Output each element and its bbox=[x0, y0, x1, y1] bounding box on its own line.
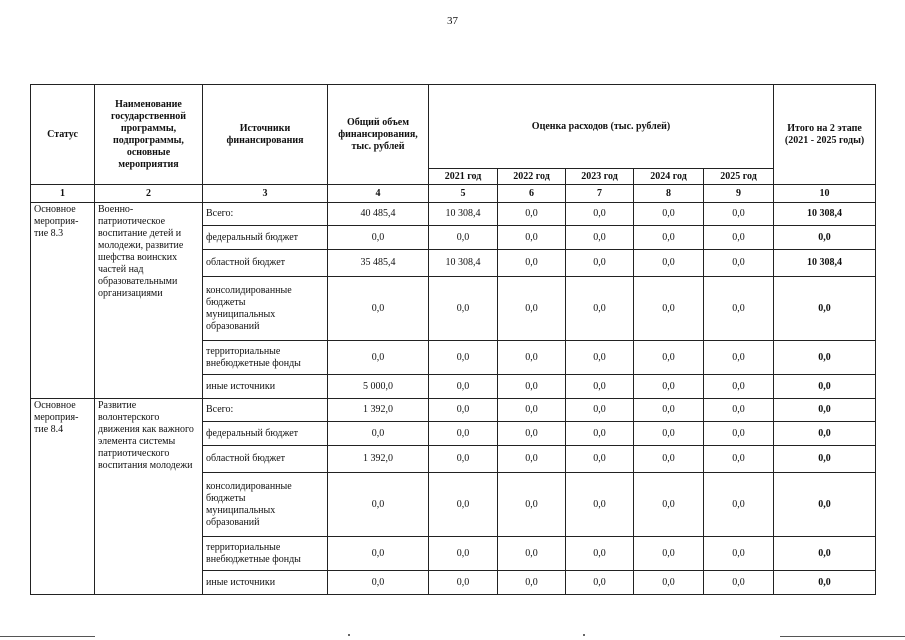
text-line: подпрограммы, bbox=[113, 134, 184, 146]
text-line: Всего: bbox=[206, 404, 234, 415]
total-cell: 0,0 bbox=[328, 473, 429, 537]
year-2022-cell: 0,0 bbox=[498, 537, 566, 571]
header-year: 2022 год bbox=[498, 169, 566, 185]
itogo-cell: 0,0 bbox=[774, 446, 876, 473]
scan-dot bbox=[348, 634, 350, 636]
text-line: движения как важного bbox=[98, 424, 194, 435]
year-2023-cell: 0,0 bbox=[566, 537, 634, 571]
text-line: Общий объем bbox=[346, 116, 410, 128]
header-itogo bbox=[774, 85, 876, 185]
total-cell: 40 485,4 bbox=[328, 203, 429, 226]
year-2022-cell: 0,0 bbox=[498, 446, 566, 473]
year-2024-cell: 0,0 bbox=[634, 399, 704, 422]
text-line: внебюджетные фонды bbox=[206, 553, 301, 565]
total-cell: 0,0 bbox=[328, 422, 429, 446]
itogo-cell: 0,0 bbox=[774, 473, 876, 537]
year-2024-cell: 0,0 bbox=[634, 226, 704, 250]
text-line: образований bbox=[206, 320, 260, 332]
year-2023-cell: 0,0 bbox=[566, 446, 634, 473]
text-line: Всего: bbox=[206, 208, 234, 219]
total-cell: 0,0 bbox=[328, 537, 429, 571]
year-2022-cell: 0,0 bbox=[498, 250, 566, 277]
text-line: Наименование bbox=[115, 98, 182, 110]
text-line: патриотическое bbox=[98, 216, 166, 227]
year-2023-cell: 0,0 bbox=[566, 399, 634, 422]
source-cell bbox=[203, 341, 328, 375]
status-cell bbox=[31, 399, 95, 595]
text-line: основные bbox=[126, 146, 171, 158]
year-2024-cell: 0,0 bbox=[634, 203, 704, 226]
text-line: бюджеты bbox=[206, 296, 246, 308]
year-2022-cell: 0,0 bbox=[498, 375, 566, 399]
header-program-lines bbox=[98, 99, 199, 171]
year-2021-cell: 10 308,4 bbox=[429, 250, 498, 277]
column-number: 4 bbox=[328, 185, 429, 203]
text-line: территориальные bbox=[206, 541, 281, 553]
text-line: Источники bbox=[239, 122, 291, 134]
text-line: волонтерского bbox=[98, 412, 160, 423]
itogo-cell: 0,0 bbox=[774, 399, 876, 422]
year-2021-cell: 0,0 bbox=[429, 277, 498, 341]
source-cell bbox=[203, 446, 328, 473]
itogo-cell: 0,0 bbox=[774, 571, 876, 595]
source-cell bbox=[203, 203, 328, 226]
text-line: финансирования, bbox=[338, 128, 418, 140]
table-row bbox=[31, 203, 876, 226]
text-line: молодежи, развитие bbox=[98, 240, 184, 251]
header-program bbox=[95, 85, 203, 185]
total-cell: 5 000,0 bbox=[328, 375, 429, 399]
year-2024-cell: 0,0 bbox=[634, 473, 704, 537]
year-2021-cell: 0,0 bbox=[429, 422, 498, 446]
column-number: 8 bbox=[634, 185, 704, 203]
itogo-cell: 0,0 bbox=[774, 375, 876, 399]
text-line: тыс. рублей bbox=[351, 140, 405, 152]
year-2024-cell: 0,0 bbox=[634, 446, 704, 473]
table-header bbox=[31, 85, 876, 203]
text-line: внебюджетные фонды bbox=[206, 357, 301, 369]
text-line: элемента системы bbox=[98, 436, 176, 447]
table-body bbox=[31, 203, 876, 595]
year-2025-cell: 0,0 bbox=[704, 422, 774, 446]
year-2022-cell: 0,0 bbox=[498, 473, 566, 537]
text-line: тие 8.3 bbox=[34, 228, 64, 239]
year-2025-cell: 0,0 bbox=[704, 341, 774, 375]
text-line: мероприя- bbox=[34, 216, 79, 227]
total-cell: 0,0 bbox=[328, 226, 429, 250]
program-name-cell bbox=[95, 399, 203, 595]
year-2024-cell: 0,0 bbox=[634, 375, 704, 399]
text-line: федеральный бюджет bbox=[206, 231, 299, 243]
itogo-cell: 0,0 bbox=[774, 341, 876, 375]
header-status: Статус bbox=[31, 85, 95, 185]
year-2024-cell: 0,0 bbox=[634, 422, 704, 446]
column-number: 10 bbox=[774, 185, 876, 203]
text-line: Основное bbox=[34, 204, 76, 215]
year-2022-cell: 0,0 bbox=[498, 571, 566, 595]
text-line: воспитания молодежи bbox=[98, 460, 193, 471]
program-name-cell bbox=[95, 203, 203, 399]
year-2021-cell: 0,0 bbox=[429, 446, 498, 473]
year-2024-cell: 0,0 bbox=[634, 341, 704, 375]
text-line: муниципальных bbox=[206, 308, 276, 320]
text-line: образований bbox=[206, 516, 260, 528]
year-2023-cell: 0,0 bbox=[566, 341, 634, 375]
scan-dot bbox=[583, 634, 585, 636]
text-line: шефства воинских bbox=[98, 252, 178, 263]
text-line: организациями bbox=[98, 288, 163, 299]
text-line: частей над bbox=[98, 264, 144, 275]
year-2025-cell: 0,0 bbox=[704, 203, 774, 226]
text-line: Основное bbox=[34, 400, 76, 411]
year-2021-cell: 0,0 bbox=[429, 375, 498, 399]
total-cell: 0,0 bbox=[328, 571, 429, 595]
text-line: Итого на 2 этапе bbox=[787, 122, 862, 134]
text-line: мероприятия bbox=[118, 158, 179, 170]
scan-edge-mark bbox=[780, 636, 905, 637]
itogo-cell: 10 308,4 bbox=[774, 203, 876, 226]
year-2021-cell: 0,0 bbox=[429, 399, 498, 422]
text-line: Развитие bbox=[98, 400, 137, 411]
text-line: областной бюджет bbox=[206, 453, 286, 464]
text-line: консолидированные bbox=[206, 284, 292, 296]
budget-table bbox=[30, 84, 876, 595]
year-2023-cell: 0,0 bbox=[566, 226, 634, 250]
year-2023-cell: 0,0 bbox=[566, 571, 634, 595]
column-number: 9 bbox=[704, 185, 774, 203]
source-cell bbox=[203, 250, 328, 277]
itogo-cell: 0,0 bbox=[774, 226, 876, 250]
column-number-row bbox=[31, 185, 876, 203]
total-cell: 1 392,0 bbox=[328, 446, 429, 473]
text-line: мероприя- bbox=[34, 412, 79, 423]
header-year: 2025 год bbox=[704, 169, 774, 185]
year-2022-cell: 0,0 bbox=[498, 341, 566, 375]
text-line: областной бюджет bbox=[206, 257, 286, 268]
itogo-cell: 0,0 bbox=[774, 277, 876, 341]
text-line: воспитание детей и bbox=[98, 228, 182, 239]
text-line: (2021 - 2025 годы) bbox=[784, 134, 865, 146]
year-2022-cell: 0,0 bbox=[498, 399, 566, 422]
text-line: тие 8.4 bbox=[34, 424, 64, 435]
year-2022-cell: 0,0 bbox=[498, 277, 566, 341]
year-2022-cell: 0,0 bbox=[498, 422, 566, 446]
text-line: патриотического bbox=[98, 448, 170, 459]
year-2025-cell: 0,0 bbox=[704, 571, 774, 595]
total-cell: 0,0 bbox=[328, 341, 429, 375]
source-cell bbox=[203, 375, 328, 399]
column-number: 6 bbox=[498, 185, 566, 203]
year-2024-cell: 0,0 bbox=[634, 277, 704, 341]
year-2021-cell: 0,0 bbox=[429, 571, 498, 595]
text-line: государственной bbox=[110, 110, 187, 122]
text-line: федеральный бюджет bbox=[206, 427, 299, 439]
year-2025-cell: 0,0 bbox=[704, 250, 774, 277]
year-2021-cell: 10 308,4 bbox=[429, 203, 498, 226]
text-line: иные источники bbox=[206, 380, 276, 392]
year-2025-cell: 0,0 bbox=[704, 399, 774, 422]
source-cell bbox=[203, 226, 328, 250]
total-cell: 35 485,4 bbox=[328, 250, 429, 277]
status-cell bbox=[31, 203, 95, 399]
year-2024-cell: 0,0 bbox=[634, 250, 704, 277]
column-number: 2 bbox=[95, 185, 203, 203]
year-2022-cell: 0,0 bbox=[498, 226, 566, 250]
year-2021-cell: 0,0 bbox=[429, 473, 498, 537]
year-2023-cell: 0,0 bbox=[566, 277, 634, 341]
column-number: 3 bbox=[203, 185, 328, 203]
year-2024-cell: 0,0 bbox=[634, 571, 704, 595]
source-cell bbox=[203, 399, 328, 422]
year-2025-cell: 0,0 bbox=[704, 226, 774, 250]
text-line: муниципальных bbox=[206, 504, 276, 516]
text-line: финансирования bbox=[226, 134, 304, 146]
source-cell bbox=[203, 422, 328, 446]
header-year: 2021 год bbox=[429, 169, 498, 185]
year-2023-cell: 0,0 bbox=[566, 422, 634, 446]
text-line: иные источники bbox=[206, 576, 276, 588]
year-2025-cell: 0,0 bbox=[704, 277, 774, 341]
year-2023-cell: 0,0 bbox=[566, 203, 634, 226]
text-line: Военно- bbox=[98, 204, 134, 215]
year-2025-cell: 0,0 bbox=[704, 473, 774, 537]
year-2022-cell: 0,0 bbox=[498, 203, 566, 226]
text-line: бюджеты bbox=[206, 492, 246, 504]
column-number: 5 bbox=[429, 185, 498, 203]
itogo-cell: 0,0 bbox=[774, 422, 876, 446]
header-estimate: Оценка расходов (тыс. рублей) bbox=[429, 85, 774, 169]
page-number: 37 bbox=[447, 15, 458, 27]
header-year: 2024 год bbox=[634, 169, 704, 185]
year-2023-cell: 0,0 bbox=[566, 473, 634, 537]
header-sources bbox=[203, 85, 328, 185]
text-line: образовательными bbox=[98, 276, 178, 287]
table-row bbox=[31, 399, 876, 422]
source-cell bbox=[203, 473, 328, 537]
total-cell: 1 392,0 bbox=[328, 399, 429, 422]
text-line: территориальные bbox=[206, 345, 281, 357]
year-2024-cell: 0,0 bbox=[634, 537, 704, 571]
year-2021-cell: 0,0 bbox=[429, 537, 498, 571]
itogo-cell: 10 308,4 bbox=[774, 250, 876, 277]
column-number: 7 bbox=[566, 185, 634, 203]
year-2023-cell: 0,0 bbox=[566, 375, 634, 399]
year-2023-cell: 0,0 bbox=[566, 250, 634, 277]
year-2021-cell: 0,0 bbox=[429, 226, 498, 250]
year-2021-cell: 0,0 bbox=[429, 341, 498, 375]
header-total bbox=[328, 85, 429, 185]
text-line: программы, bbox=[120, 122, 177, 134]
year-2025-cell: 0,0 bbox=[704, 446, 774, 473]
source-cell bbox=[203, 537, 328, 571]
total-cell: 0,0 bbox=[328, 277, 429, 341]
source-cell bbox=[203, 571, 328, 595]
itogo-cell: 0,0 bbox=[774, 537, 876, 571]
source-cell bbox=[203, 277, 328, 341]
year-2025-cell: 0,0 bbox=[704, 537, 774, 571]
text-line: консолидированные bbox=[206, 480, 292, 492]
column-number: 1 bbox=[31, 185, 95, 203]
scan-edge-mark bbox=[0, 636, 95, 637]
year-2025-cell: 0,0 bbox=[704, 375, 774, 399]
header-year: 2023 год bbox=[566, 169, 634, 185]
